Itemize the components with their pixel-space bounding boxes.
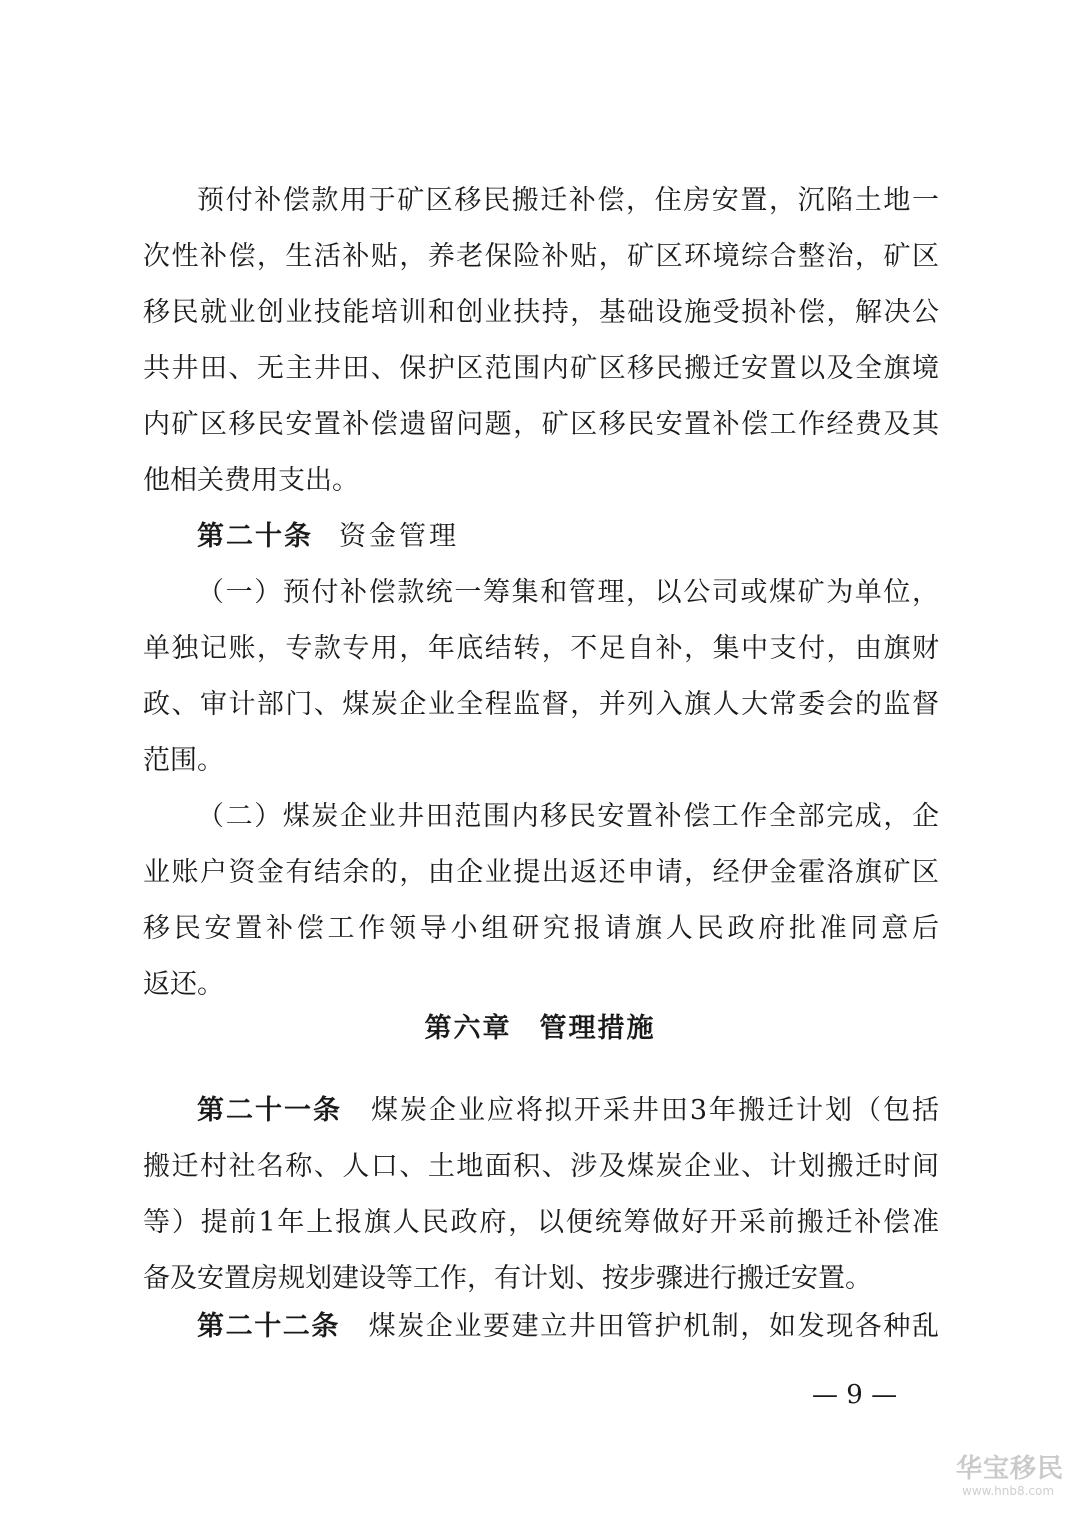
- text-line: 内矿区移民安置补偿遗留问题，矿区移民安置补偿工作经费及其: [143, 409, 939, 440]
- watermark-text: 华宝移民: [956, 1454, 1065, 1484]
- article-label: 第二十条: [197, 521, 313, 552]
- chapter-heading: [0, 1001, 1080, 1057]
- article-text: 煤炭企业要建立井田管护机制，如发现各种乱: [367, 1311, 939, 1342]
- text-line: 范围。: [143, 745, 224, 776]
- article-label: 第二十二条: [197, 1311, 340, 1342]
- watermark-logo: [956, 1448, 1068, 1508]
- article-title: 资金管理: [339, 521, 459, 552]
- article-first-line: [143, 1083, 939, 1139]
- page-number: — 9 —: [812, 1380, 898, 1410]
- clause-1: [143, 565, 939, 789]
- clause-2: [143, 789, 939, 1013]
- article-21: [143, 1083, 939, 1307]
- article-text: 煤炭企业应将拟开采井田3年搬迁计划（包括: [368, 1095, 939, 1126]
- text-line: 备及安置房规划建设等工作，有计划、按步骤进行搬迁安置。: [143, 1263, 872, 1294]
- chapter-label: 第六章: [424, 1013, 512, 1044]
- text-line: 返还。: [143, 969, 224, 1000]
- text-line: 政、审计部门、煤炭企业全程监督，并列入旗人大常委会的监督: [143, 689, 939, 720]
- text-line: 移民就业创业技能培训和创业扶持，基础设施受损补偿，解决公: [143, 297, 939, 328]
- text-line: 单独记账，专款专用，年底结转，不足自补，集中支付，由旗财: [143, 633, 939, 664]
- text-line: 他相关费用支出。: [143, 465, 359, 496]
- article-label: 第二十一条: [197, 1095, 342, 1126]
- text-line: 次性补偿，生活补贴，养老保险补贴，矿区环境综合整治，矿区: [143, 241, 939, 272]
- paragraph-compensation-use: [143, 173, 939, 509]
- text-line: 移民安置补偿工作领导小组研究报请旗人民政府批准同意后: [143, 913, 939, 944]
- text-line: 预付补偿款用于矿区移民搬迁补偿，住房安置，沉陷土地一: [197, 185, 939, 216]
- chapter-title: 管理措施: [539, 1013, 656, 1044]
- text-line: （二）煤炭企业井田范围内移民安置补偿工作全部完成，企: [197, 801, 939, 832]
- text-line: 搬迁村社名称、人口、土地面积、涉及煤炭企业、计划搬迁时间: [143, 1151, 939, 1182]
- watermark-url: www.hnb8.com: [962, 1484, 1055, 1498]
- text-line: （一）预付补偿款统一筹集和管理，以公司或煤矿为单位，: [197, 577, 939, 608]
- text-line: 共井田、无主井田、保护区范围内矿区移民搬迁安置以及全旗境: [143, 353, 939, 384]
- article-first-line: [143, 1299, 939, 1355]
- article-20-heading: [197, 509, 459, 565]
- text-line: 等）提前1年上报旗人民政府，以便统筹做好开采前搬迁补偿准: [143, 1207, 939, 1238]
- text-line: 业账户资金有结余的，由企业提出返还申请，经伊金霍洛旗矿区: [143, 857, 939, 888]
- article-22: [143, 1299, 939, 1355]
